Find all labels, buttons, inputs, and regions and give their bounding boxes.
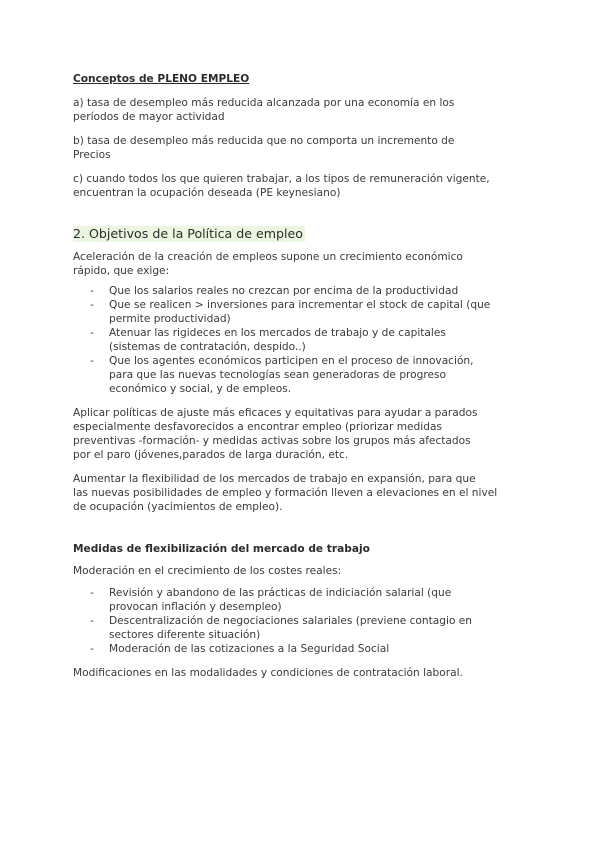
section2-heading: 2. Objetivos de la Política de empleo — [73, 226, 303, 241]
definition-b: b) tasa de desempleo más reducida que no comporta un incremento de Precios — [73, 135, 455, 161]
list-item: - Atenuar las rigideces en los mercados de trabajo y de capitales (sistemas de contratación, despido..) — [90, 327, 446, 353]
document-content — [73, 70, 513, 680]
section3-heading: Medidas de flexibilización del mercado de trabajo — [73, 543, 370, 555]
bullet-dash: - — [90, 299, 94, 311]
bullet-dash: - — [90, 615, 94, 627]
list-item: - Que se realicen > inversiones para incrementar el stock de capital (que permite productividad) — [90, 299, 491, 325]
list-item: - Revisión y abandono de las prácticas de indiciación salarial (que provocan inflación y desempleo) — [90, 587, 452, 613]
definition-a: a) tasa de desempleo más reducida alcanzada por una economía en los períodos de mayor actividad — [73, 97, 455, 123]
adjustment-policies-paragraph: Aplicar políticas de ajuste más eficaces y equitativas para ayudar a parados especialmente desfavorecidos a encontrar empleo (priorizar medidas preventivas -formación- y medidas activas sobre los grupos más afectados por el paro (jóvenes,parados de larga duración, etc. — [73, 407, 478, 461]
closing-paragraph: Modificaciones en las modalidades y condiciones de contratación laboral. — [73, 667, 463, 679]
flexibility-measures-list — [73, 586, 513, 656]
list-item: - Descentralización de negociaciones salariales (previene contagio en sectores diferente situación) — [90, 615, 473, 641]
objectives-list — [73, 284, 513, 396]
bullet-dash: - — [90, 327, 94, 339]
section2-intro: Aceleración de la creación de empleos supone un crecimiento económico rápido, que exige: — [73, 251, 463, 277]
list-item: - Que los salarios reales no crezcan por encima de la productividad — [90, 285, 459, 297]
list-item: - Moderación de las cotizaciones a la Seguridad Social — [90, 643, 390, 655]
list-item: - Que los agentes económicos participen en el proceso de innovación, para que las nuevas tecnologías sean generadoras de progreso económico y social, y de empleos. — [90, 355, 474, 395]
section1-heading: Conceptos de PLENO EMPLEO — [73, 73, 250, 85]
bullet-dash: - — [90, 587, 94, 599]
section3-intro: Moderación en el crecimiento de los costes reales: — [73, 565, 342, 577]
flexibility-paragraph: Aumentar la flexibilidad de los mercados de trabajo en expansión, para que las nuevas posibilidades de empleo y formación lleven a elevaciones en el nivel de ocupación (yacimientos de empleo). — [73, 473, 498, 513]
bullet-dash: - — [90, 355, 94, 367]
bullet-dash: - — [90, 285, 94, 297]
bullet-dash: - — [90, 643, 94, 655]
definition-c: c) cuando todos los que quieren trabajar, a los tipos de remuneración vigente, encuentran la ocupación deseada (PE keynesiano) — [73, 173, 490, 199]
